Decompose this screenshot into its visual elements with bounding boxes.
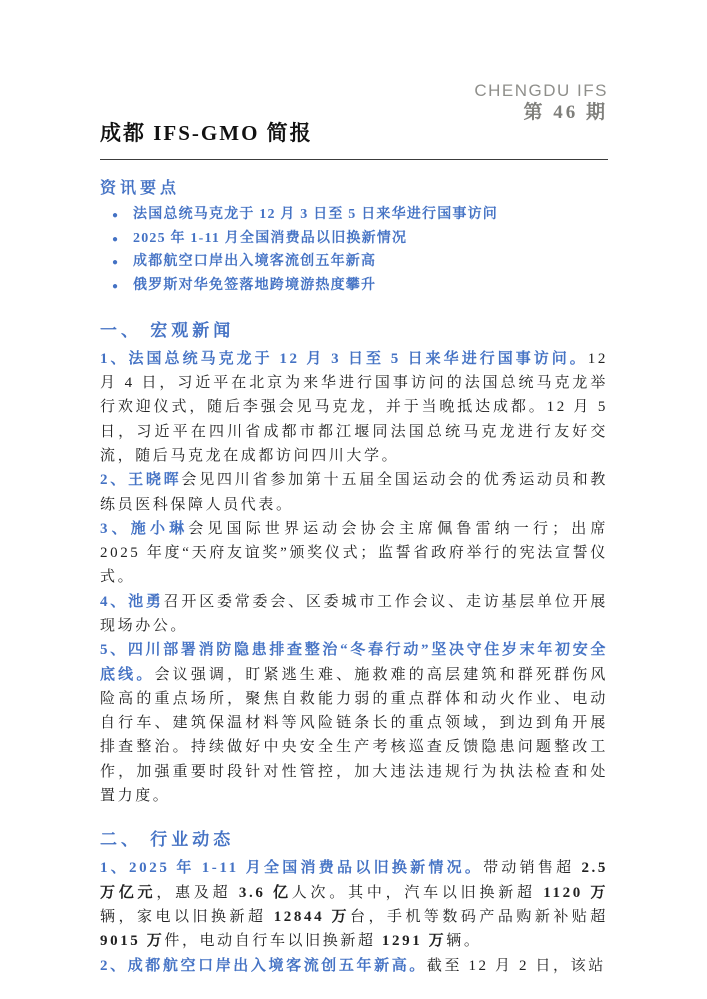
news-item-text: 带动销售超 <box>483 860 582 877</box>
highlights-list <box>100 204 608 298</box>
news-item-text: 2.5 万亿元 <box>100 860 608 901</box>
news-item-text: 1291 万 <box>381 933 447 950</box>
news-item <box>100 347 608 468</box>
section <box>100 320 608 809</box>
issue-number: 第 46 期 <box>523 101 608 123</box>
section <box>100 829 608 978</box>
news-item-text: 台，手机等数码产品购新补贴超 <box>349 909 608 926</box>
highlight-item <box>100 275 608 299</box>
news-item-text: 截至 12 月 2 日，该站 <box>426 957 606 974</box>
news-item-text: 件，电动自行车以旧换新超 <box>164 933 382 950</box>
news-item-text: 1120 万 <box>543 884 608 901</box>
highlight-text: 成都航空口岸出入境客流创五年新高 <box>133 254 377 270</box>
news-item-lead: 2、成都航空口岸出入境客流创五年新高。 <box>100 957 427 974</box>
news-item-text: 12 月 4 日，习近平在北京为来华进行国事访问的法国总统马克龙举行欢迎仪式，随后李强会见马克龙，并于当晚抵达成都。12 月 5 日，习近平在四川省成都市都江堰同法国总统马克龙进行友好交流，随后马克龙在成都访问四川大学。 <box>100 350 608 464</box>
masthead <box>474 82 608 124</box>
brand-logo: CHENGDU IFS <box>474 81 608 100</box>
news-item <box>100 468 608 517</box>
bullet-icon: ● <box>112 281 120 293</box>
news-item <box>100 856 608 953</box>
news-item-text: 会议强调，盯紧逃生难、施救难的高层建筑和群死群伤风险高的重点场所，聚焦自救能力弱的重点群体和动火作业、电动自行车、建筑保温材料等风险链条长的重点领域，到边到角开展排查整治。持续做好中央安全生产考核巡查反馈隐患问题整改工作，加强重要时段针对性管控，加大违法违规行为执法检查和处置力度。 <box>100 666 608 805</box>
highlight-text: 俄罗斯对华免签落地跨境游热度攀升 <box>133 278 377 294</box>
news-item-lead: 1、2025 年 1-11 月全国消费品以旧换新情况。 <box>100 860 484 877</box>
news-item <box>100 517 608 590</box>
highlights-heading: 资讯要点 <box>100 180 181 198</box>
highlight-item <box>100 228 608 252</box>
highlight-item <box>100 251 608 275</box>
news-item-text: 3.6 亿 <box>238 884 292 901</box>
page-title: 成都 IFS-GMO 简报 <box>100 121 313 145</box>
section-heading: 二、 行业动态 <box>100 830 235 850</box>
news-item-lead: 5、四川部署消防隐患排查整治“冬春行动”坚决守住岁末年初安全底线。 <box>100 642 608 683</box>
news-item-text: 召开区委常委会、区委城市工作会议、走访基层单位开展现场办公。 <box>100 593 608 634</box>
news-item <box>100 638 608 808</box>
bullet-icon: ● <box>112 257 120 269</box>
news-item-text: ，惠及超 <box>156 884 239 901</box>
bullet-icon: ● <box>112 210 120 222</box>
news-item-text: 12844 万 <box>273 909 350 926</box>
news-item-text: 辆，家电以旧换新超 <box>100 909 274 926</box>
news-item-text: 9015 万 <box>100 933 165 950</box>
news-item-text: 辆。 <box>446 933 482 950</box>
sections <box>100 320 608 978</box>
news-item <box>100 590 608 639</box>
news-item-lead: 3、施小琳 <box>100 520 189 537</box>
news-item-lead: 1、法国总统马克龙于 12 月 3 日至 5 日来华进行国事访问。 <box>100 350 588 367</box>
divider <box>100 159 608 160</box>
section-heading: 一、 宏观新闻 <box>100 320 235 340</box>
highlight-item <box>100 204 608 228</box>
news-item-text: 人次。其中，汽车以旧换新超 <box>291 884 544 901</box>
news-item-text: 会见国际世界运动会协会主席佩鲁雷纳一行；出席 2025 年度“天府友谊奖”颁奖仪式；监誓省政府举行的宪法宣誓仪式。 <box>100 520 608 586</box>
news-item-lead: 2、王晓晖 <box>100 472 182 489</box>
highlight-text: 2025 年 1-11 月全国消费品以旧换新情况 <box>133 230 408 246</box>
highlight-text: 法国总统马克龙于 12 月 3 日至 5 日来华进行国事访问 <box>133 207 498 223</box>
bullet-icon: ● <box>112 233 120 245</box>
news-item-lead: 4、池勇 <box>100 593 164 610</box>
news-item <box>100 954 608 978</box>
news-item-text: 会见四川省参加第十五届全国运动会的优秀运动员和教练员医科保障人员代表。 <box>100 472 608 513</box>
